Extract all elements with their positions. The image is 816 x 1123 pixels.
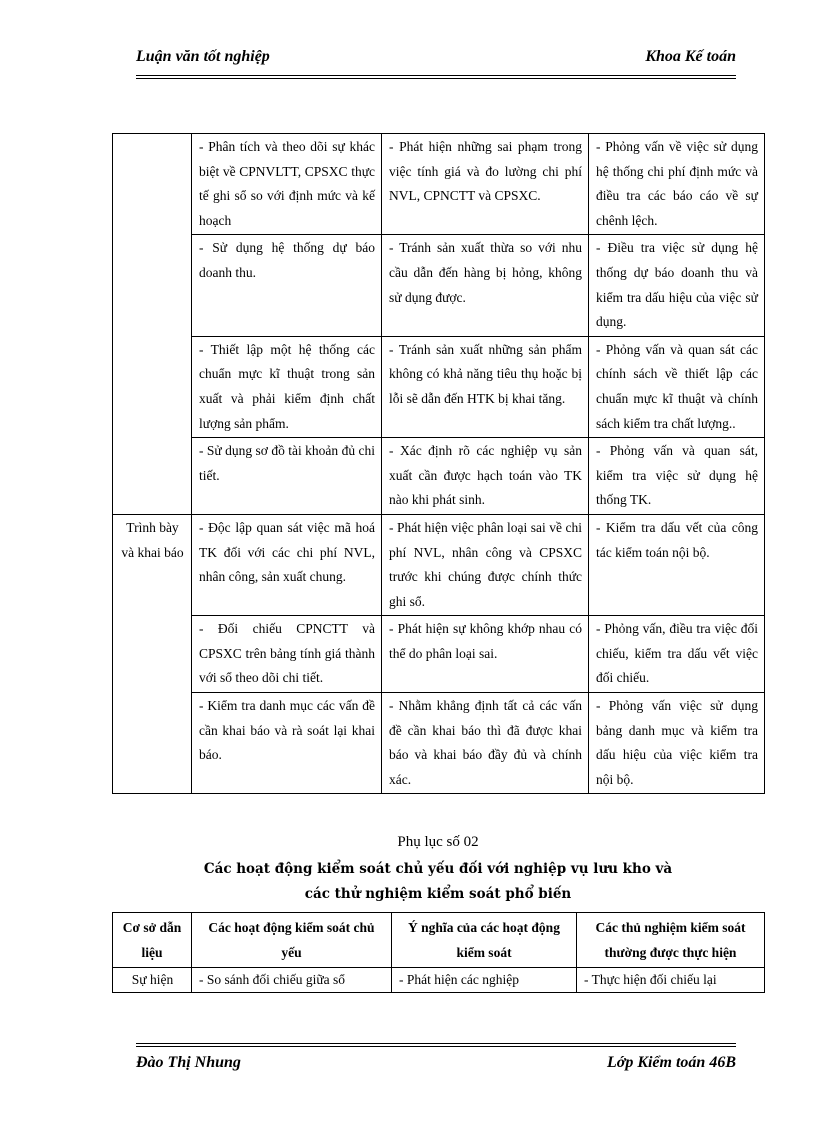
control-cell: - Thiết lập một hệ thống các chuẩn mực kĩ thuật trong sản xuất và phải kiểm định chất lượng sản phẩm. <box>192 336 382 437</box>
meaning-cell: - Tránh sản xuất thừa so với nhu cầu dẫn đến hàng bị hỏng, không sử dụng được. <box>382 235 589 336</box>
header-thesis-title: Luận văn tốt nghiệp <box>136 48 270 65</box>
control-cell: - Sử dụng sơ đồ tài khoản đủ chi tiết. <box>192 438 382 515</box>
meaning-cell: - Phát hiện các nghiệp <box>392 968 577 993</box>
meaning-cell: - Nhằm khẳng định tất cả các vấn đề cần khai báo thì đã được khai báo và khai báo đầy đủ và chính xác. <box>382 693 589 794</box>
table-row <box>113 968 765 993</box>
header-rule-2 <box>136 78 736 79</box>
table-header-row <box>113 913 765 968</box>
column-header: Các thủ nghiệm kiểm soát thường được thực hiện <box>577 913 765 968</box>
table-row <box>113 134 765 235</box>
meaning-cell: - Phát hiện những sai phạm trong việc tính giá và đo lường chi phí NVL, CPNCTT và CPSXC. <box>382 134 589 235</box>
appendix-title-line-2: các thử nghiệm kiểm soát phổ biến <box>304 886 572 902</box>
objective-cell: Trình bày và khai báo <box>113 514 192 794</box>
footer-class: Lớp Kiểm toán 46B <box>606 1054 736 1071</box>
meaning-cell: - Phát hiện sự không khớp nhau có thể do phân loại sai. <box>382 616 589 693</box>
control-cell: - Kiểm tra danh mục các vấn đề cần khai báo và rà soát lại khai báo. <box>192 693 382 794</box>
test-cell: - Điều tra việc sử dụng hệ thống dự báo doanh thu và kiểm tra dấu hiệu của việc sử dụng. <box>589 235 765 336</box>
column-header: Các hoạt động kiểm soát chủ yếu <box>192 913 392 968</box>
column-header: Ý nghĩa của các hoạt động kiểm soát <box>392 913 577 968</box>
test-cell: - Phỏng vấn về việc sử dụng hệ thống chi phí định mức và điều tra các báo cáo về sự chênh lệch. <box>589 134 765 235</box>
control-cell: - Đối chiếu CPNCTT và CPSXC trên bảng tính giá thành với sổ theo dõi chi tiết. <box>192 616 382 693</box>
objective-cell: Sự hiện <box>113 968 192 993</box>
test-cell: - Kiểm tra dấu vết của công tác kiểm toán nội bộ. <box>589 514 765 615</box>
test-cell: - Phỏng vấn và quan sát các chính sách về thiết lập các chuẩn mực kĩ thuật và chính sách kiểm tra chất lượng.. <box>589 336 765 437</box>
table-row <box>113 336 765 437</box>
control-cell: - Sử dụng hệ thống dự báo doanh thu. <box>192 235 382 336</box>
objective-cell <box>113 134 192 515</box>
table-row <box>113 693 765 794</box>
test-cell: - Phỏng vấn, điều tra việc đối chiếu, kiểm tra dấu vết việc đối chiếu. <box>589 616 765 693</box>
control-cell: - Phân tích và theo dõi sự khác biệt về CPNVLTT, CPSXC thực tế ghi sổ so với định mức và kế hoạch <box>192 134 382 235</box>
control-cell: - So sánh đối chiếu giữa sổ <box>192 968 392 993</box>
test-cell: - Thực hiện đối chiếu lại <box>577 968 765 993</box>
header-faculty: Khoa Kế toán <box>645 48 736 65</box>
table-row <box>113 616 765 693</box>
appendix-label: Phụ lục số 02 <box>397 834 479 850</box>
control-activities-table <box>112 133 765 794</box>
meaning-cell: - Tránh sản xuất những sản phẩm không có khả năng tiêu thụ hoặc bị lỗi sẽ dẫn đến HTK bị khai tăng. <box>382 336 589 437</box>
test-cell: - Phỏng vấn việc sử dụng bảng danh mục và kiểm tra dấu hiệu của việc kiểm tra nội bộ. <box>589 693 765 794</box>
meaning-cell: - Phát hiện việc phân loại sai về chi phí NVL, nhân công và CPSXC trước khi chúng được chính thức ghi sổ. <box>382 514 589 615</box>
column-header: Cơ sở dẫn liệu <box>113 913 192 968</box>
meaning-cell: - Xác định rõ các nghiệp vụ sản xuất cần được hạch toán vào TK nào khi phát sinh. <box>382 438 589 515</box>
table-row <box>113 235 765 336</box>
test-cell: - Phỏng vấn và quan sát, kiểm tra việc sử dụng hệ thống TK. <box>589 438 765 515</box>
control-cell: - Độc lập quan sát việc mã hoá TK đối với các chi phí NVL, nhân công, sản xuất chung. <box>192 514 382 615</box>
header-rule <box>136 75 736 76</box>
storage-control-table <box>112 912 765 993</box>
page-footer <box>136 1054 736 1076</box>
appendix-title-line-1: Các hoạt động kiểm soát chủ yếu đối với nghiệp vụ lưu kho và <box>203 861 673 877</box>
footer-rule-2 <box>136 1046 736 1047</box>
footer-author: Đào Thị Nhung <box>136 1054 241 1071</box>
table-row <box>113 514 765 615</box>
footer-rule <box>136 1043 736 1044</box>
page-header <box>136 48 736 70</box>
table-row <box>113 438 765 515</box>
